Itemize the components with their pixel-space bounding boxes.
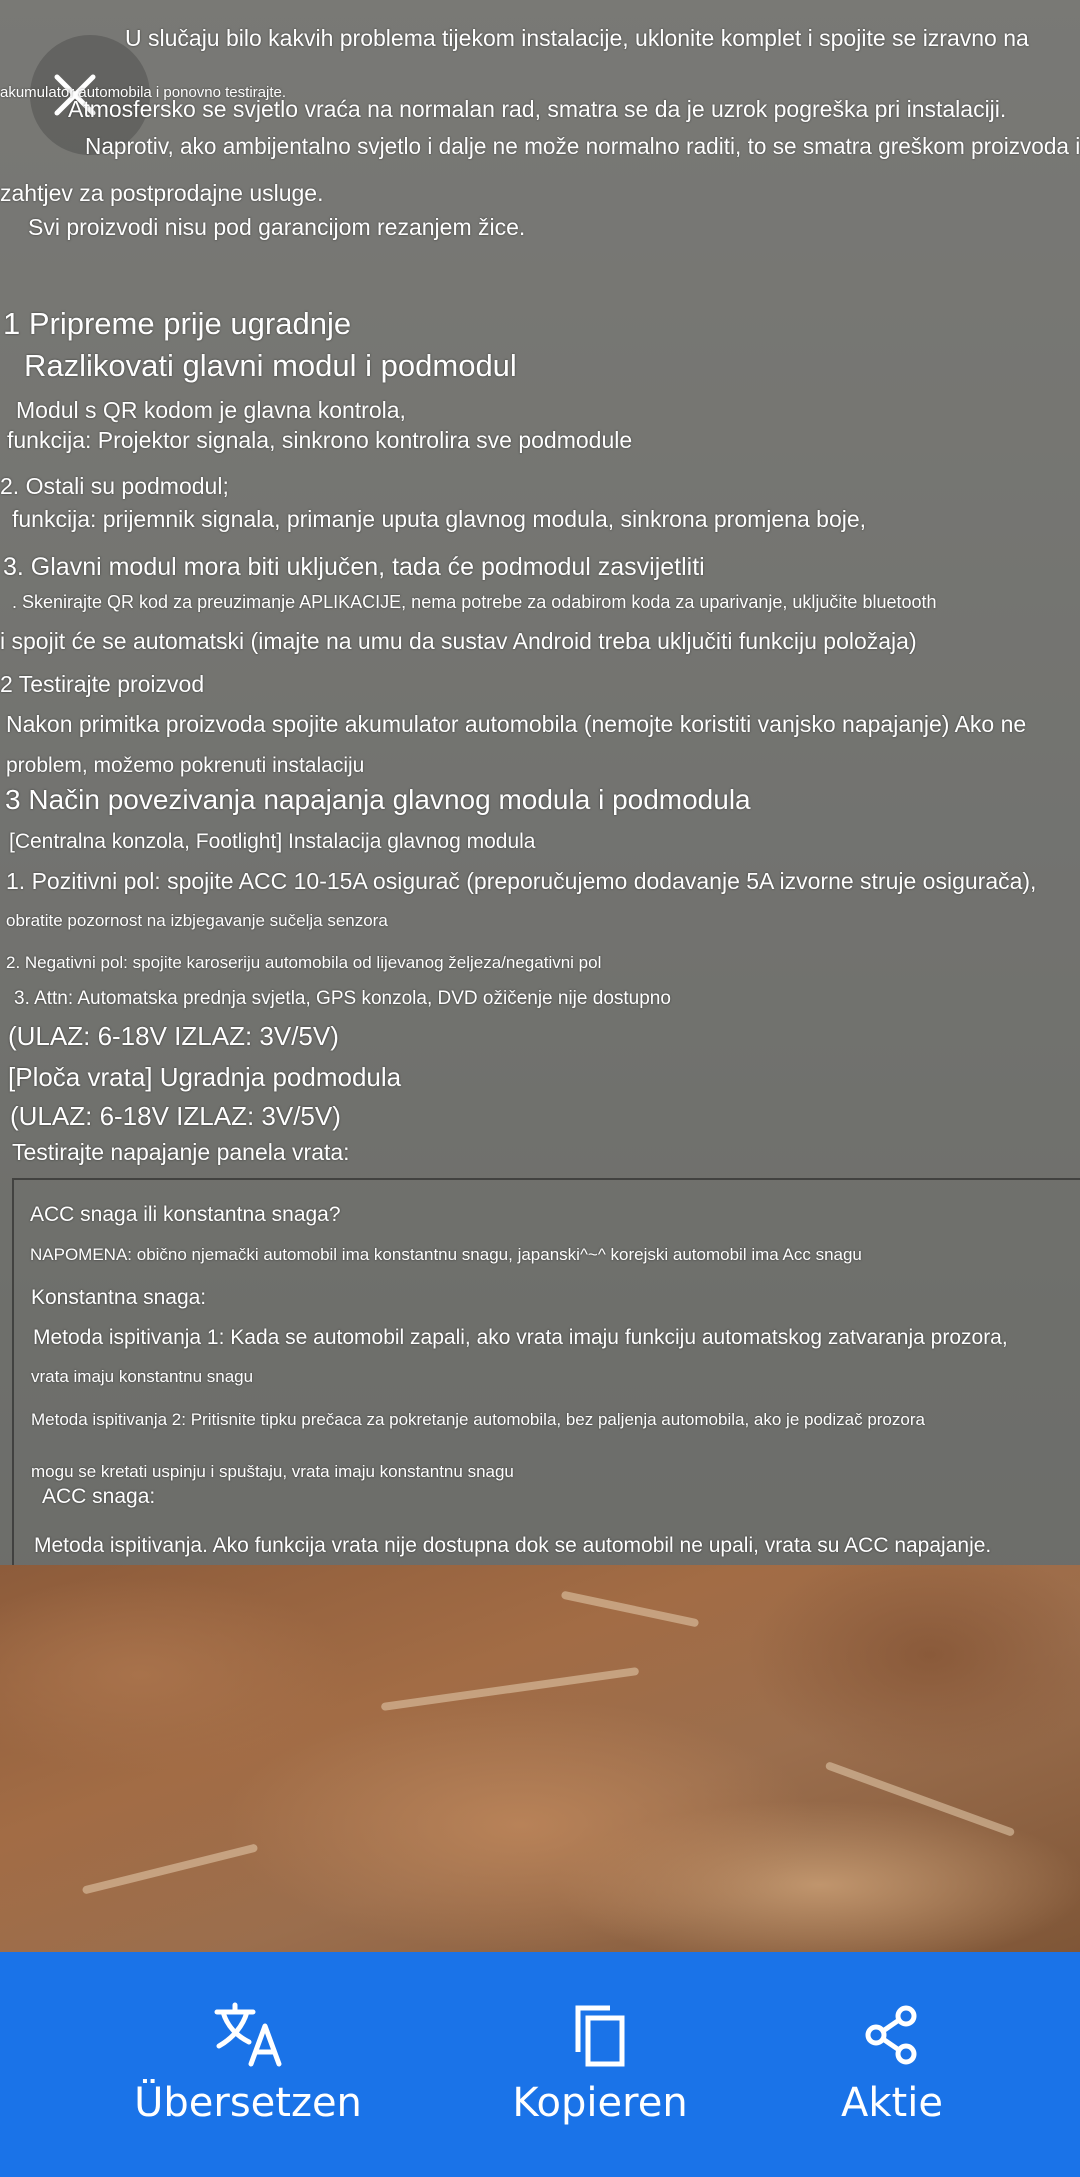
- share-button[interactable]: [800, 1952, 984, 2177]
- translate-button[interactable]: [110, 1952, 386, 2177]
- overlay-line: i spojit će se automatski (imajte na umu da sustav Android treba uključiti funkciju položaja): [0, 628, 917, 654]
- overlay-line: (ULAZ: 6-18V IZLAZ: 3V/5V): [8, 1021, 339, 1051]
- overlay-line: Konstantna snaga:: [31, 1286, 207, 1309]
- copy-label: Kopieren: [512, 2080, 688, 2126]
- overlay-line: mogu se kretati uspinju i spuštaju, vrata imaju konstantnu snagu: [31, 1462, 514, 1481]
- overlay-line: (ULAZ: 6-18V IZLAZ: 3V/5V): [10, 1101, 341, 1131]
- overlay-line: 1. Pozitivni pol: spojite ACC 10-15A osigurač (preporučujemo dodavanje 5A izvorne struje osigurača),: [6, 868, 1037, 894]
- overlay-line: ACC snaga ili konstantna snaga?: [30, 1203, 341, 1226]
- overlay-line: 2. Ostali su podmodul;: [0, 473, 229, 499]
- fabric-background: [0, 1565, 1080, 1952]
- overlay-line: U slučaju bilo kakvih problema tijekom instalacije, uklonite komplet i spojite se izravno na: [125, 25, 1029, 51]
- section-heading: 3 Način povezivanja napajanja glavnog modula i podmodula: [5, 784, 751, 815]
- overlay-line: zahtjev za postprodajne usluge.: [0, 180, 324, 206]
- copy-button[interactable]: [470, 1952, 730, 2177]
- overlay-line: ACC snaga:: [42, 1485, 156, 1508]
- copy-icon: [570, 2002, 630, 2068]
- section-heading: [Ploča vrata] Ugradnja podmodula: [8, 1062, 402, 1092]
- overlay-line: Atmosfersko se svjetlo vraća na normalan rad, smatra se da je uzrok pogreška pri instalaciji.: [68, 96, 1007, 122]
- overlay-line: . Skenirajte QR kod za preuzimanje APLIKACIJE, nema potrebe za odabirom koda za uparivanje, uključite bluetooth: [12, 592, 937, 612]
- overlay-line: [Centralna konzola, Footlight] Instalacija glavnog modula: [9, 830, 536, 853]
- overlay-line: vrata imaju konstantnu snagu: [31, 1367, 254, 1386]
- overlay-line: Modul s QR kodom je glavna kontrola,: [16, 397, 406, 423]
- overlay-line: problem, možemo pokrenuti instalaciju: [6, 754, 365, 777]
- section-heading: 2 Testirajte proizvod: [0, 671, 205, 697]
- overlay-line: akumulator automobila i ponovno testirajte.: [0, 84, 286, 101]
- overlay-line: Nakon primitka proizvoda spojite akumulator automobila (nemojte koristiti vanjsko napajanje) Ako ne: [6, 711, 1027, 737]
- translate-label: Übersetzen: [134, 2080, 362, 2126]
- overlay-line: Metoda ispitivanja 2: Pritisnite tipku prečaca za pokretanje automobila, bez paljenja automobila, ako je podizač prozora: [31, 1410, 925, 1429]
- overlay-line: 3. Attn: Automatska prednja svjetla, GPS konzola, DVD ožičenje nije dostupno: [14, 988, 671, 1009]
- overlay-line: Naprotiv, ako ambijentalno svjetlo i dalje ne može normalno raditi, to se smatra greškom proizvoda i: [85, 133, 1080, 159]
- overlay-line: NAPOMENA: obično njemački automobil ima konstantnu snagu, japanski^~^ korejski automobil ima Acc snagu: [30, 1245, 862, 1264]
- translate-icon: [213, 2002, 283, 2068]
- overlay-line: 2. Negativni pol: spojite karoseriju automobila od lijevanog željeza/negativni pol: [6, 953, 602, 972]
- overlay-line: Svi proizvodi nisu pod garancijom rezanjem žice.: [28, 214, 526, 240]
- overlay-line: funkcija: Projektor signala, sinkrono kontrolira sve podmodule: [7, 427, 633, 453]
- share-label: Aktie: [841, 2080, 943, 2126]
- overlay-line: obratite pozornost na izbjegavanje sučelja senzora: [6, 911, 388, 930]
- overlay-line: Razlikovati glavni modul i podmodul: [24, 348, 517, 383]
- overlay-line: Metoda ispitivanja. Ako funkcija vrata nije dostupna dok se automobil ne upali, vrata su ACC napajanje.: [34, 1534, 992, 1557]
- overlay-line: Testirajte napajanje panela vrata:: [12, 1139, 350, 1165]
- overlay-line: 3. Glavni modul mora biti uključen, tada će podmodul zasvijetliti: [3, 553, 705, 581]
- overlay-line: funkcija: prijemnik signala, primanje uputa glavnog modula, sinkrona promjena boje,: [12, 506, 867, 532]
- share-icon: [864, 2002, 920, 2068]
- action-bar: [0, 1952, 1080, 2177]
- overlay-line: Metoda ispitivanja 1: Kada se automobil zapali, ako vrata imaju funkciju automatskog zatvaranja prozora,: [33, 1326, 1008, 1349]
- section-heading: 1 Pripreme prije ugradnje: [3, 306, 352, 341]
